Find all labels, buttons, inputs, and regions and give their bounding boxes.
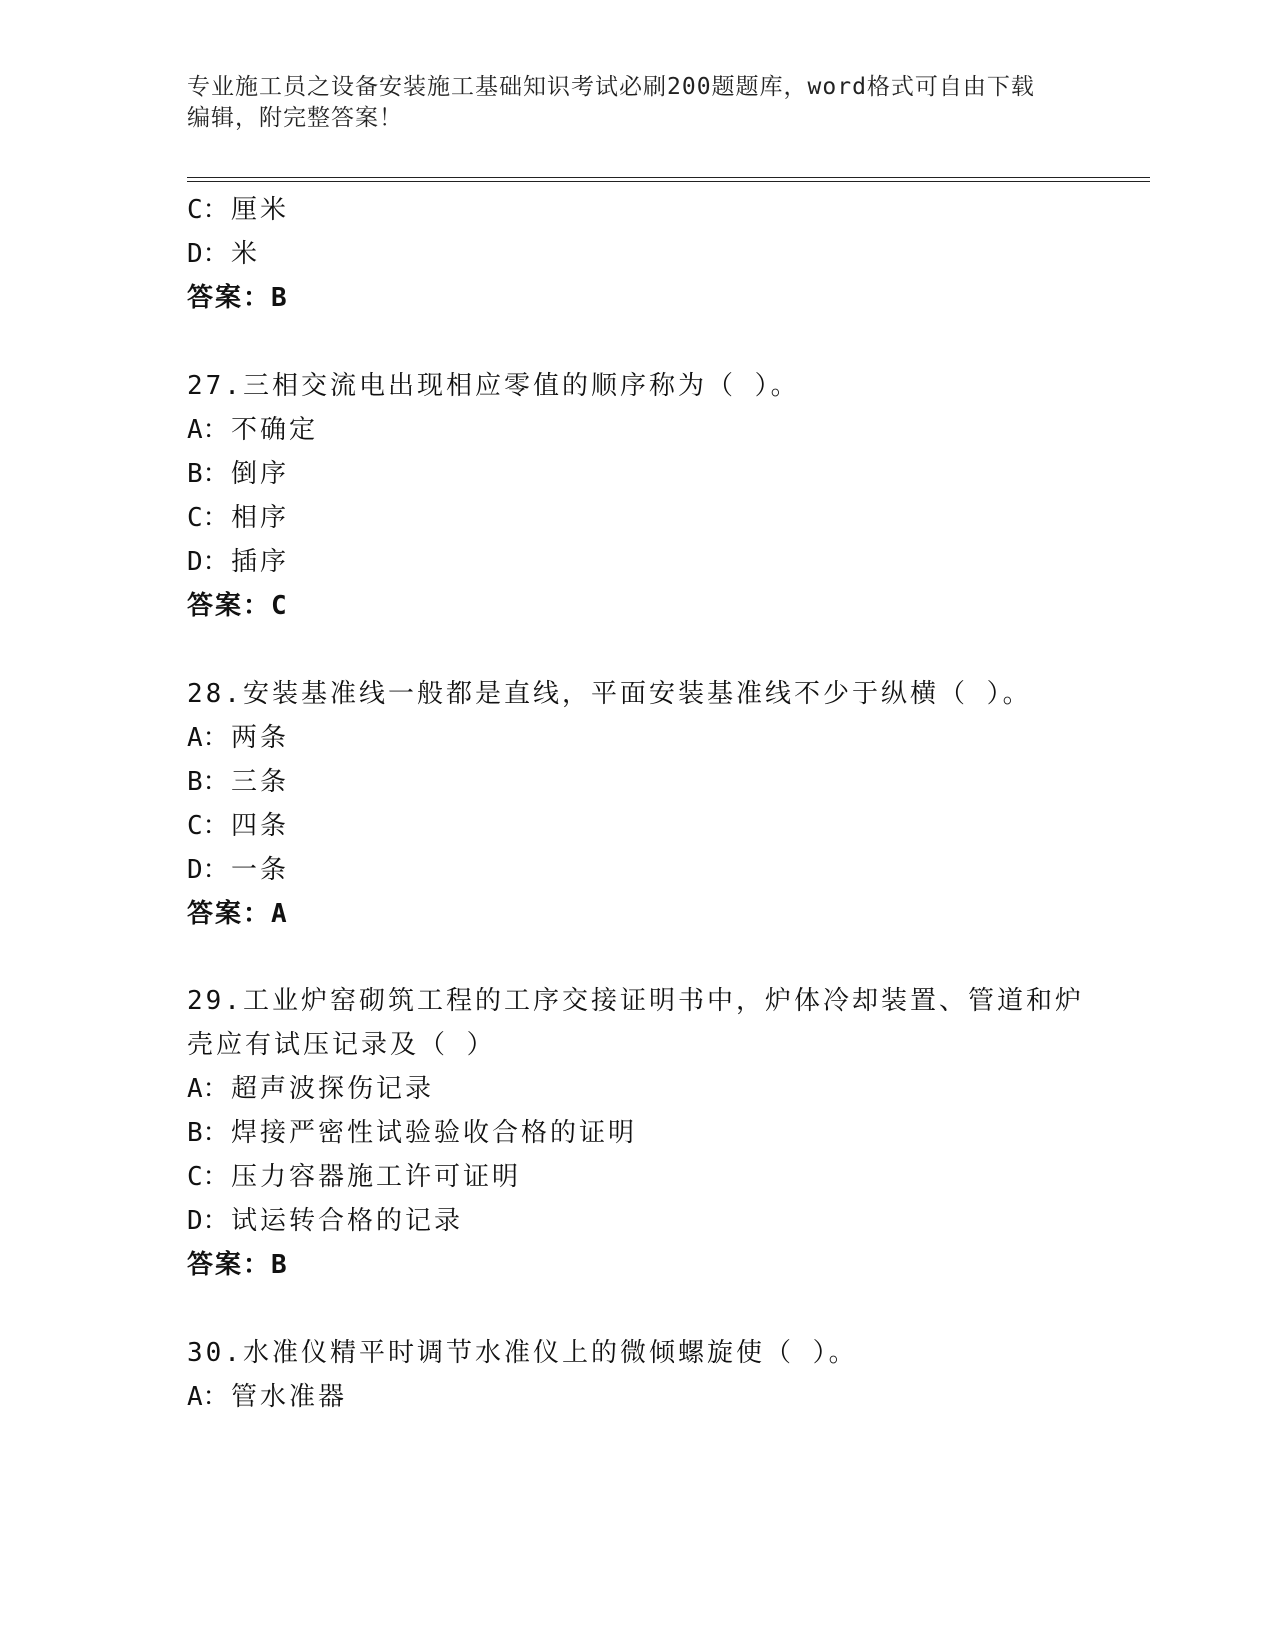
option-text: 厘米 bbox=[231, 195, 290, 225]
option-text: 倒序 bbox=[231, 459, 290, 489]
option-text: 四条 bbox=[231, 811, 290, 841]
option-key: A： bbox=[187, 1382, 229, 1412]
option-key: C： bbox=[187, 503, 229, 533]
q28-option-c bbox=[187, 810, 289, 842]
option-key: B： bbox=[187, 459, 229, 489]
q29-option-b bbox=[187, 1117, 637, 1149]
option-key: A： bbox=[187, 1074, 229, 1104]
answer-value: A bbox=[271, 899, 290, 929]
option-key: C： bbox=[187, 811, 229, 841]
option-key: D： bbox=[187, 855, 229, 885]
q29-option-d bbox=[187, 1205, 463, 1237]
q27-option-a bbox=[187, 414, 318, 446]
option-text: 焊接严密性试验验收合格的证明 bbox=[231, 1118, 638, 1148]
option-text: 试运转合格的记录 bbox=[231, 1206, 464, 1236]
q27-answer bbox=[187, 590, 290, 622]
option-text: 超声波探伤记录 bbox=[231, 1074, 435, 1104]
answer-label: 答案： bbox=[187, 591, 272, 621]
option-text: 一条 bbox=[231, 855, 290, 885]
answer-label: 答案： bbox=[187, 1250, 272, 1280]
q29-answer bbox=[187, 1249, 290, 1281]
answer-label: 答案： bbox=[187, 283, 272, 313]
answer-value: B bbox=[271, 1250, 290, 1280]
q29-stem-line-2: 壳应有试压记录及（ ） bbox=[187, 1030, 496, 1060]
option-text: 插序 bbox=[231, 547, 290, 577]
q30-option-a bbox=[187, 1381, 347, 1413]
document-header bbox=[187, 72, 1087, 134]
q27-option-c bbox=[187, 502, 289, 534]
q29-option-c bbox=[187, 1161, 521, 1193]
answer-value: C bbox=[271, 591, 290, 621]
option-text: 压力容器施工许可证明 bbox=[231, 1162, 522, 1192]
option-text: 相序 bbox=[231, 503, 290, 533]
option-key: C： bbox=[187, 1162, 229, 1192]
option-key: D： bbox=[187, 239, 229, 269]
option-key: B： bbox=[187, 767, 229, 797]
q30-stem: 30.水准仪精平时调节水准仪上的微倾螺旋使（ ）。 bbox=[187, 1338, 858, 1368]
q28-stem: 28.安装基准线一般都是直线，平面安装基准线不少于纵横（ ）。 bbox=[187, 679, 1032, 709]
option-key: A： bbox=[187, 415, 229, 445]
q27-option-b bbox=[187, 458, 289, 490]
header-rule-top bbox=[187, 177, 1150, 178]
q28-option-d bbox=[187, 854, 289, 886]
option-text: 管水准器 bbox=[231, 1382, 348, 1412]
option-key: A： bbox=[187, 723, 229, 753]
q29-stem-line-1: 29.工业炉窑砌筑工程的工序交接证明书中，炉体冷却装置、管道和炉 bbox=[187, 986, 1084, 1016]
option-text: 不确定 bbox=[231, 415, 319, 445]
option-key: D： bbox=[187, 547, 229, 577]
option-key: D： bbox=[187, 1206, 229, 1236]
q26-answer bbox=[187, 282, 290, 314]
q26-option-d bbox=[187, 238, 260, 270]
q27-stem: 27.三相交流电出现相应零值的顺序称为（ ）。 bbox=[187, 371, 800, 401]
header-line-2: 编辑，附完整答案！ bbox=[187, 105, 403, 131]
q27-option-d bbox=[187, 546, 289, 578]
option-key: C： bbox=[187, 195, 229, 225]
header-line-1: 专业施工员之设备安装施工基础知识考试必刷200题题库，word格式可自由下载 bbox=[187, 74, 1035, 100]
q28-option-a bbox=[187, 722, 289, 754]
q28-answer bbox=[187, 898, 290, 930]
option-text: 两条 bbox=[231, 723, 290, 753]
q26-option-c bbox=[187, 194, 289, 226]
option-text: 米 bbox=[231, 239, 261, 269]
option-key: B： bbox=[187, 1118, 229, 1148]
header-rule-bottom bbox=[187, 181, 1150, 182]
option-text: 三条 bbox=[231, 767, 290, 797]
q28-option-b bbox=[187, 766, 289, 798]
q29-option-a bbox=[187, 1073, 434, 1105]
answer-label: 答案： bbox=[187, 899, 272, 929]
answer-value: B bbox=[271, 283, 290, 313]
